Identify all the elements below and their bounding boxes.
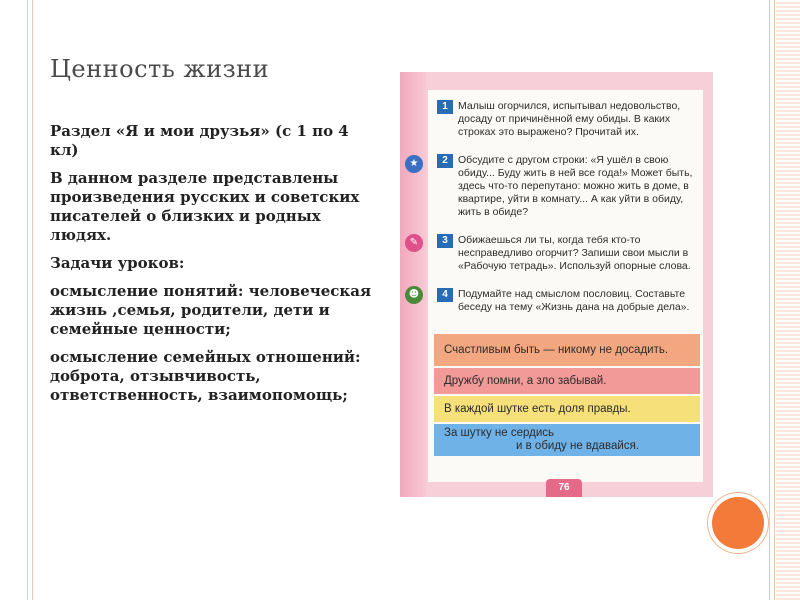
right-border-line <box>774 0 775 600</box>
pencil-icon: ✎ <box>405 234 423 252</box>
slide-title: Ценность жизни <box>50 55 270 83</box>
question-text: Обижаешься ли ты, когда тебя кто-то несправедливо огорчит? Запиши свои мысли в «Рабочую тетрадь». Используй опорные слова. <box>458 234 691 272</box>
proverb-strip: Дружбу помни, а зло забывай. <box>434 368 700 394</box>
question-text: Обсудите с другом строки: «Я ушёл в свою обиду... Буду жить в ней все года!» Может быть, здесь что-то перепутано: можно жить в доме, в квартире, уйти в комнату... А как уйти в обиду, жить в обиде? <box>458 154 693 218</box>
question-number-badge: 3 <box>437 234 453 248</box>
decorative-circle <box>712 497 764 549</box>
people-icon: ☻ <box>405 286 423 304</box>
proverb-line: и в обиду не вдавайся. <box>516 440 639 452</box>
right-stripe-decoration <box>776 0 800 600</box>
proverb-strip <box>434 424 700 456</box>
book-spine <box>400 72 426 497</box>
proverb-line: За шутку не сердись <box>444 427 554 439</box>
question-number-badge: 4 <box>437 288 453 302</box>
proverb-strip: Счастливым быть — никому не досадить. <box>434 334 700 366</box>
left-border-line <box>27 0 28 600</box>
body-paragraph: Задачи уроков: <box>50 254 185 272</box>
page-number: 76 <box>546 479 582 497</box>
star-icon: ★ <box>405 155 423 173</box>
slide-body <box>50 122 380 414</box>
body-paragraph: осмысление семейных отношений: доброта, отзывчивость, ответственность, взаимопомощь; <box>50 348 361 404</box>
body-paragraph: осмысление понятий: человеческая жизнь ,семья, родители, дети и семейные ценности; <box>50 282 372 338</box>
question-text: Подумайте над смыслом пословиц. Составьте беседу на тему «Жизнь дана на добрые дела». <box>458 288 690 313</box>
question-text: Малыш огорчился, испытывал недовольство, досаду от причинённой ему обиды. В каких строках это выражено? Прочитай их. <box>458 100 681 138</box>
body-paragraph: В данном разделе представлены произведения русских и советских писателей о близких и родных людях. <box>50 169 360 244</box>
left-border-line <box>32 0 33 600</box>
proverb-strip: В каждой шутке есть доля правды. <box>434 396 700 422</box>
question-number-badge: 2 <box>437 154 453 168</box>
textbook-page-image <box>400 72 713 497</box>
question-number-badge: 1 <box>437 100 453 114</box>
body-paragraph: Раздел «Я и мои друзья» (с 1 по 4 кл) <box>50 122 349 159</box>
right-border-line <box>769 0 770 600</box>
